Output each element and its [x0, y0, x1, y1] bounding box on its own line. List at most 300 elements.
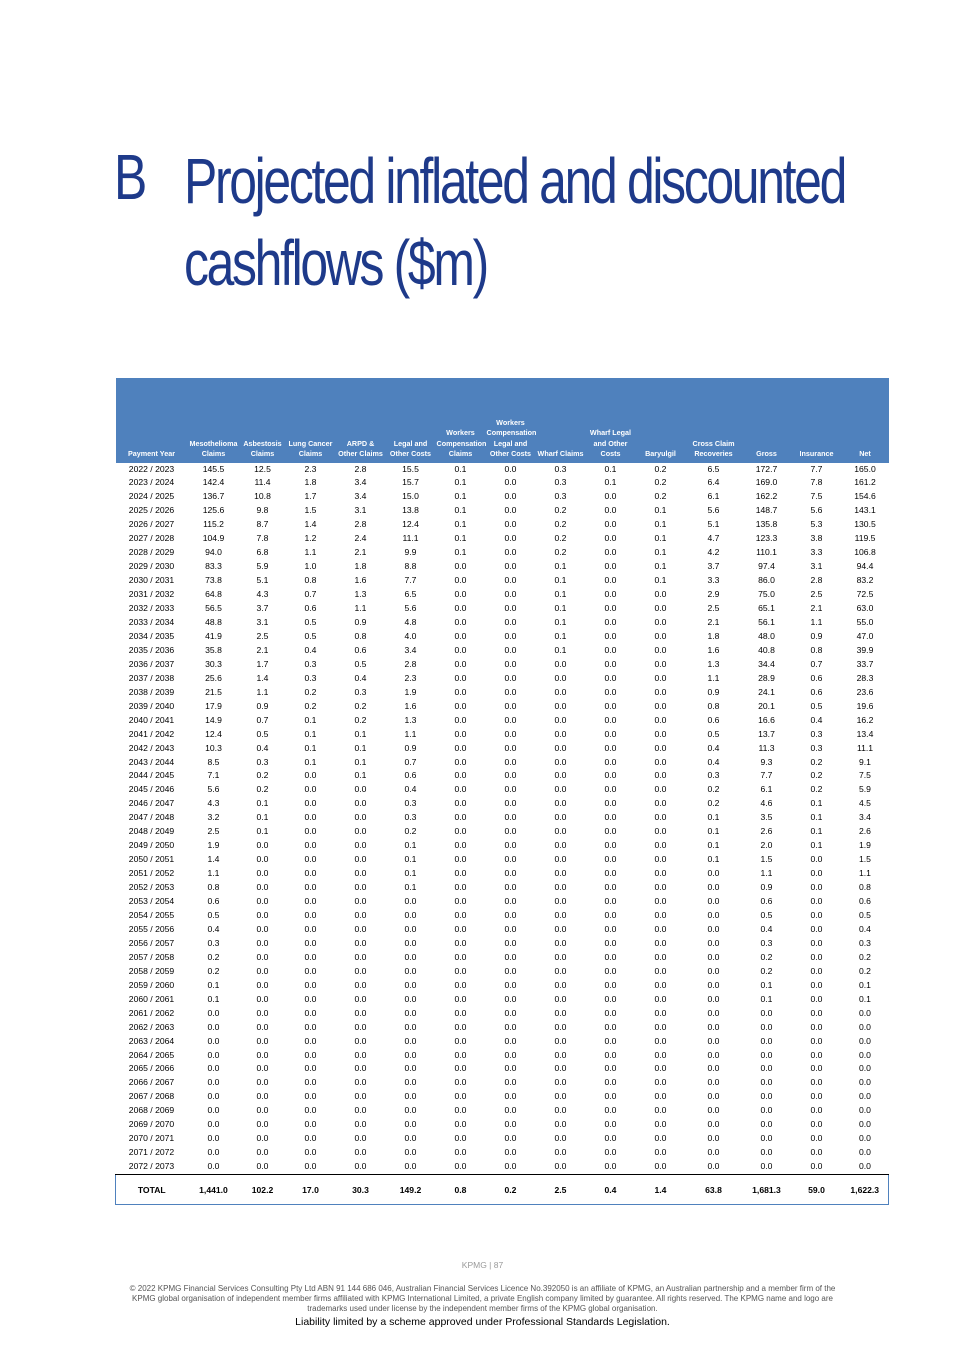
value-cell: 2.6	[760, 826, 773, 837]
value-cell: 0.4	[810, 714, 823, 725]
value-cell: 0.1	[354, 728, 367, 739]
value-cell: 11.4	[254, 477, 271, 488]
value-cell: 0.0	[304, 965, 317, 976]
value-cell: 0.0	[504, 1049, 517, 1060]
value-cell: 3.2	[207, 812, 220, 823]
value-cell: 0.0	[604, 533, 617, 544]
value-cell: 0.0	[404, 896, 417, 907]
value-cell: 0.2	[256, 784, 269, 795]
table-row	[116, 1062, 889, 1076]
value-cell: 0.1	[436, 462, 486, 476]
table-row	[116, 895, 889, 909]
value-cell: 130.5	[854, 519, 876, 530]
value-cell: 110.1	[756, 547, 777, 558]
total-cell: 2.5	[536, 1175, 586, 1205]
appendix-letter: B	[114, 141, 145, 213]
payment-year-cell: 2050 / 2051	[128, 854, 175, 865]
value-cell: 0.2	[654, 491, 667, 502]
column-header: Wharf Legal and Other Costs	[586, 378, 636, 462]
value-cell: 0.0	[454, 993, 467, 1004]
value-cell: 0.0	[654, 686, 667, 697]
value-cell: 0.0	[604, 1063, 617, 1074]
value-cell: 0.1	[454, 547, 467, 558]
title-line-1: Projected inflated and discounted	[184, 145, 846, 217]
payment-year-cell: 2043 / 2044	[128, 756, 175, 767]
value-cell: 0.0	[404, 910, 417, 920]
value-cell: 0.0	[859, 1077, 871, 1088]
value-cell: 154.6	[854, 491, 876, 502]
value-cell: 0.6	[207, 896, 220, 907]
value-cell: 0.3	[760, 937, 773, 948]
value-cell: 0.0	[604, 951, 617, 962]
total-cell: 63.8	[686, 1175, 742, 1205]
payment-year-cell: 2051 / 2052	[128, 868, 175, 879]
value-cell: 0.4	[707, 742, 720, 753]
value-cell: 9.1	[859, 756, 871, 767]
value-cell: 0.0	[810, 1119, 823, 1130]
value-cell: 3.7	[707, 561, 720, 572]
value-cell: 0.0	[454, 644, 467, 655]
value-cell: 0.0	[504, 1105, 517, 1116]
value-cell: 0.0	[760, 1133, 773, 1144]
value-cell: 0.0	[554, 1077, 567, 1088]
value-cell: 0.0	[504, 728, 517, 739]
value-cell: 0.0	[404, 1035, 417, 1046]
value-cell: 0.0	[504, 616, 517, 627]
column-header: Wharf Claims	[536, 378, 586, 462]
value-cell: 0.0	[604, 1007, 617, 1018]
value-cell: 0.0	[256, 1035, 269, 1046]
value-cell: 0.0	[654, 756, 667, 767]
value-cell: 0.1	[404, 868, 417, 879]
value-cell: 0.9	[256, 700, 269, 711]
value-cell: 0.1	[707, 812, 720, 823]
value-cell: 0.1	[707, 854, 720, 865]
value-cell: 3.3	[810, 547, 823, 558]
value-cell: 0.0	[604, 910, 617, 920]
value-cell: 0.0	[454, 1063, 467, 1074]
value-cell: 0.0	[304, 1147, 317, 1158]
value-cell: 0.0	[304, 854, 317, 865]
payment-year-cell: 2062 / 2063	[128, 1021, 175, 1032]
value-cell: 0.0	[859, 1091, 871, 1102]
value-cell: 0.0	[354, 1147, 367, 1158]
value-cell: 7.7	[760, 770, 773, 781]
value-cell: 1.3	[354, 589, 367, 600]
value-cell: 0.0	[554, 840, 567, 851]
value-cell: 0.0	[760, 1021, 773, 1032]
value-cell: 0.1	[554, 589, 567, 600]
value-cell: 0.2	[207, 965, 220, 976]
value-cell: 143.1	[854, 505, 876, 516]
value-cell: 0.1	[707, 826, 720, 837]
value-cell: 0.0	[554, 882, 567, 893]
value-cell: 0.0	[810, 1133, 823, 1144]
column-header: Payment Year	[116, 378, 188, 462]
value-cell: 0.1	[454, 505, 467, 516]
value-cell: 0.0	[404, 1077, 417, 1088]
value-cell: 0.0	[304, 951, 317, 962]
value-cell: 0.9	[707, 686, 720, 697]
value-cell: 72.5	[856, 589, 874, 600]
value-cell: 1.1	[354, 603, 367, 614]
value-cell: 0.0	[604, 686, 617, 697]
value-cell: 0.0	[256, 923, 269, 934]
value-cell: 135.8	[755, 519, 778, 530]
value-cell: 16.2	[856, 714, 874, 725]
value-cell: 0.2	[636, 462, 686, 476]
value-cell: 0.0	[707, 1049, 720, 1060]
value-cell: 0.2	[354, 700, 367, 711]
table-row	[116, 588, 889, 602]
value-cell: 0.0	[256, 1105, 269, 1116]
value-cell: 0.0	[404, 1119, 417, 1130]
payment-year-cell: 2026 / 2027	[128, 519, 175, 530]
table-row	[116, 909, 889, 923]
value-cell: 0.8	[810, 644, 823, 655]
value-cell: 0.0	[454, 1147, 467, 1158]
value-cell: 136.7	[202, 491, 225, 502]
value-cell: 0.0	[859, 1035, 871, 1046]
value-cell: 0.1	[354, 770, 367, 781]
value-cell: 0.6	[810, 686, 823, 697]
value-cell: 0.0	[810, 1035, 823, 1046]
value-cell: 0.0	[354, 993, 367, 1004]
value-cell: 1.7	[256, 658, 269, 669]
payment-year-cell: 2067 / 2068	[128, 1091, 175, 1102]
payment-year-cell: 2068 / 2069	[128, 1105, 175, 1116]
value-cell: 0.0	[404, 951, 417, 962]
value-cell: 55.0	[856, 616, 874, 627]
value-cell: 0.1	[654, 519, 667, 530]
value-cell: 0.1	[304, 742, 317, 753]
payment-year-cell: 2053 / 2054	[128, 896, 175, 907]
value-cell: 0.2	[554, 533, 567, 544]
value-cell: 33.7	[856, 658, 874, 669]
value-cell: 0.0	[404, 1091, 417, 1102]
value-cell: 0.0	[859, 1161, 871, 1172]
value-cell: 0.0	[810, 965, 823, 976]
value-cell: 4.3	[256, 589, 269, 600]
value-cell: 0.0	[504, 882, 517, 893]
value-cell: 0.3	[707, 770, 720, 781]
value-cell: 3.4	[859, 812, 871, 823]
value-cell: 0.5	[810, 700, 823, 711]
value-cell: 0.0	[707, 1021, 720, 1032]
value-cell: 5.6	[207, 784, 220, 795]
table-row	[116, 937, 889, 951]
value-cell: 0.0	[554, 923, 567, 934]
value-cell: 0.0	[760, 1105, 773, 1116]
value-cell: 0.0	[404, 979, 417, 990]
value-cell: 0.0	[654, 1119, 667, 1130]
value-cell: 0.0	[207, 1119, 220, 1130]
cashflow-table	[115, 378, 889, 1205]
payment-year-cell: 2036 / 2037	[128, 658, 175, 669]
value-cell: 0.0	[604, 923, 617, 934]
value-cell: 0.0	[604, 1091, 617, 1102]
total-cell: 102.2	[240, 1175, 286, 1205]
payment-year-cell: 2041 / 2042	[128, 728, 175, 739]
value-cell: 0.3	[404, 798, 417, 809]
value-cell: 0.0	[304, 868, 317, 879]
value-cell: 0.0	[654, 700, 667, 711]
column-header: Lung Cancer Claims	[286, 378, 336, 462]
value-cell: 0.7	[810, 658, 823, 669]
value-cell: 28.9	[758, 672, 775, 683]
value-cell: 0.8	[304, 575, 317, 586]
value-cell: 0.1	[454, 519, 467, 530]
value-cell: 23.6	[856, 686, 874, 697]
value-cell: 0.0	[207, 1133, 220, 1144]
payment-year-cell: 2033 / 2034	[128, 616, 175, 627]
value-cell: 0.0	[304, 1063, 317, 1074]
value-cell: 0.0	[810, 1147, 823, 1158]
value-cell: 0.0	[859, 1119, 871, 1130]
value-cell: 0.0	[354, 1077, 367, 1088]
payment-year-cell: 2064 / 2065	[128, 1049, 175, 1060]
total-cell: 1,681.3	[742, 1175, 792, 1205]
value-cell: 0.0	[354, 965, 367, 976]
value-cell: 0.1	[256, 798, 269, 809]
value-cell: 6.4	[707, 477, 720, 488]
page-number: KPMG | 87	[461, 1260, 504, 1270]
value-cell: 0.0	[504, 561, 517, 572]
value-cell: 0.1	[404, 882, 417, 893]
value-cell: 0.0	[354, 1133, 367, 1144]
column-header: Asbestosis Claims	[240, 378, 286, 462]
value-cell: 1.4	[304, 519, 317, 530]
value-cell: 0.1	[354, 742, 367, 753]
value-cell: 0.0	[354, 923, 367, 934]
value-cell: 0.0	[504, 770, 517, 781]
value-cell: 1.4	[256, 672, 269, 683]
value-cell: 0.0	[354, 868, 367, 879]
value-cell: 63.0	[856, 603, 874, 614]
value-cell: 86.0	[758, 575, 775, 586]
table-row	[116, 965, 889, 979]
value-cell: 0.0	[454, 770, 467, 781]
value-cell: 0.0	[554, 910, 567, 920]
table-row	[116, 783, 889, 797]
value-cell: 0.0	[207, 1105, 220, 1116]
value-cell: 1.1	[810, 616, 823, 627]
value-cell: 0.0	[504, 812, 517, 823]
value-cell: 0.0	[454, 658, 467, 669]
value-cell: 0.0	[654, 965, 667, 976]
table-row	[116, 923, 889, 937]
value-cell: 0.0	[604, 561, 617, 572]
value-cell: 1.5	[760, 854, 773, 865]
value-cell: 3.3	[707, 575, 720, 586]
value-cell: 0.0	[354, 1119, 367, 1130]
value-cell: 65.1	[758, 603, 775, 614]
value-cell: 0.0	[760, 1161, 773, 1172]
column-header: Legal and Other Costs	[386, 378, 436, 462]
value-cell: 0.3	[304, 658, 317, 669]
payment-year-cell: 2024 / 2025	[128, 491, 175, 502]
value-cell: 0.0	[256, 937, 269, 948]
value-cell: 0.0	[859, 1049, 871, 1060]
value-cell: 0.0	[354, 798, 367, 809]
value-cell: 0.0	[654, 993, 667, 1004]
value-cell: 0.0	[256, 1049, 269, 1060]
value-cell: 9.9	[404, 547, 417, 558]
value-cell: 0.1	[859, 993, 871, 1004]
value-cell: 0.0	[207, 1035, 220, 1046]
value-cell: 0.0	[354, 1035, 367, 1046]
value-cell: 0.1	[454, 533, 467, 544]
total-cell: 1.4	[636, 1175, 686, 1205]
value-cell: 0.0	[654, 1091, 667, 1102]
value-cell: 0.0	[404, 1161, 417, 1172]
value-cell: 7.7	[792, 462, 842, 476]
value-cell: 3.8	[810, 533, 823, 544]
table-row	[116, 769, 889, 783]
value-cell: 0.1	[586, 462, 636, 476]
value-cell: 0.0	[554, 1105, 567, 1116]
value-cell: 2.5	[256, 630, 269, 641]
value-cell: 0.3	[554, 491, 567, 502]
value-cell: 0.0	[554, 1091, 567, 1102]
value-cell: 0.0	[654, 1007, 667, 1018]
payment-year-cell: 2055 / 2056	[128, 923, 175, 934]
payment-year-cell: 2046 / 2047	[128, 798, 175, 809]
value-cell: 2.9	[707, 589, 720, 600]
value-cell: 1.1	[304, 547, 317, 558]
payment-year-cell: 2040 / 2041	[128, 714, 175, 725]
value-cell: 0.0	[654, 951, 667, 962]
value-cell: 0.0	[504, 519, 517, 530]
value-cell: 0.0	[760, 1119, 773, 1130]
value-cell: 1.1	[760, 868, 773, 879]
value-cell: 0.0	[454, 1161, 467, 1172]
value-cell: 12.4	[402, 519, 419, 530]
table-row	[116, 658, 889, 672]
value-cell: 0.4	[256, 742, 269, 753]
value-cell: 0.0	[604, 589, 617, 600]
value-cell: 0.5	[859, 910, 871, 920]
column-header: Workers Compensation Legal and Other Costs	[486, 378, 536, 462]
value-cell: 7.5	[810, 491, 823, 502]
value-cell: 0.0	[554, 993, 567, 1004]
value-cell: 0.0	[760, 1147, 773, 1158]
payment-year-cell: 2072 / 2073	[128, 1161, 175, 1172]
cashflow-table-container	[115, 378, 888, 1205]
value-cell: 0.0	[504, 951, 517, 962]
value-cell: 6.5	[404, 589, 417, 600]
table-footer	[116, 1175, 889, 1205]
value-cell: 0.0	[404, 937, 417, 948]
value-cell: 17.9	[205, 700, 222, 711]
value-cell: 73.8	[205, 575, 222, 586]
table-row	[116, 881, 889, 895]
table-header	[116, 378, 889, 462]
value-cell: 24.1	[758, 686, 775, 697]
value-cell: 0.0	[304, 979, 317, 990]
value-cell: 0.0	[707, 979, 720, 990]
value-cell: 0.0	[504, 910, 517, 920]
value-cell: 0.1	[707, 840, 720, 851]
value-cell: 0.1	[304, 728, 317, 739]
value-cell: 0.1	[454, 477, 467, 488]
table-row	[116, 686, 889, 700]
value-cell: 0.2	[760, 965, 773, 976]
value-cell: 0.0	[354, 840, 367, 851]
value-cell: 12.5	[240, 462, 286, 476]
value-cell: 165.0	[842, 462, 889, 476]
value-cell: 0.4	[207, 923, 220, 934]
value-cell: 0.0	[604, 1021, 617, 1032]
table-row	[116, 979, 889, 993]
value-cell: 0.0	[504, 798, 517, 809]
payment-year-cell: 2066 / 2067	[128, 1077, 175, 1088]
value-cell: 0.0	[604, 1105, 617, 1116]
table-row	[116, 574, 889, 588]
value-cell: 0.0	[504, 979, 517, 990]
value-cell: 7.1	[207, 770, 220, 781]
value-cell: 0.0	[256, 965, 269, 976]
value-cell: 0.0	[604, 491, 617, 502]
value-cell: 0.0	[454, 1049, 467, 1060]
value-cell: 1.6	[354, 575, 367, 586]
value-cell: 0.0	[454, 868, 467, 879]
value-cell: 0.0	[354, 979, 367, 990]
value-cell: 0.3	[256, 756, 269, 767]
value-cell: 13.4	[856, 728, 874, 739]
payment-year-cell: 2070 / 2071	[128, 1133, 175, 1144]
total-row	[116, 1175, 889, 1205]
value-cell: 0.5	[256, 728, 269, 739]
value-cell: 0.0	[604, 603, 617, 614]
table-row	[116, 1146, 889, 1160]
value-cell: 0.0	[859, 1007, 871, 1018]
value-cell: 0.0	[354, 854, 367, 865]
value-cell: 0.0	[454, 951, 467, 962]
payment-year-cell: 2052 / 2053	[128, 882, 175, 893]
value-cell: 0.1	[554, 603, 567, 614]
table-row	[116, 1049, 889, 1063]
value-cell: 0.0	[454, 1133, 467, 1144]
value-cell: 0.0	[504, 1133, 517, 1144]
value-cell: 145.5	[188, 462, 240, 476]
value-cell: 0.0	[554, 826, 567, 837]
value-cell: 0.0	[810, 979, 823, 990]
value-cell: 2.0	[760, 840, 773, 851]
table-row	[116, 867, 889, 881]
value-cell: 0.0	[404, 923, 417, 934]
value-cell: 0.0	[504, 658, 517, 669]
value-cell: 0.0	[654, 1049, 667, 1060]
value-cell: 41.9	[205, 630, 222, 641]
value-cell: 0.0	[504, 923, 517, 934]
value-cell: 0.0	[604, 1161, 617, 1172]
value-cell: 0.3	[354, 686, 367, 697]
value-cell: 1.2	[304, 533, 317, 544]
value-cell: 0.0	[504, 854, 517, 865]
value-cell: 0.1	[760, 993, 773, 1004]
value-cell: 8.8	[404, 561, 417, 572]
value-cell: 0.2	[256, 770, 269, 781]
value-cell: 0.0	[504, 1063, 517, 1074]
value-cell: 0.0	[354, 1063, 367, 1074]
value-cell: 2.8	[810, 575, 823, 586]
value-cell: 115.2	[203, 519, 224, 530]
value-cell: 2.8	[336, 462, 386, 476]
value-cell: 20.1	[758, 700, 775, 711]
value-cell: 0.0	[304, 882, 317, 893]
value-cell: 0.0	[256, 854, 269, 865]
